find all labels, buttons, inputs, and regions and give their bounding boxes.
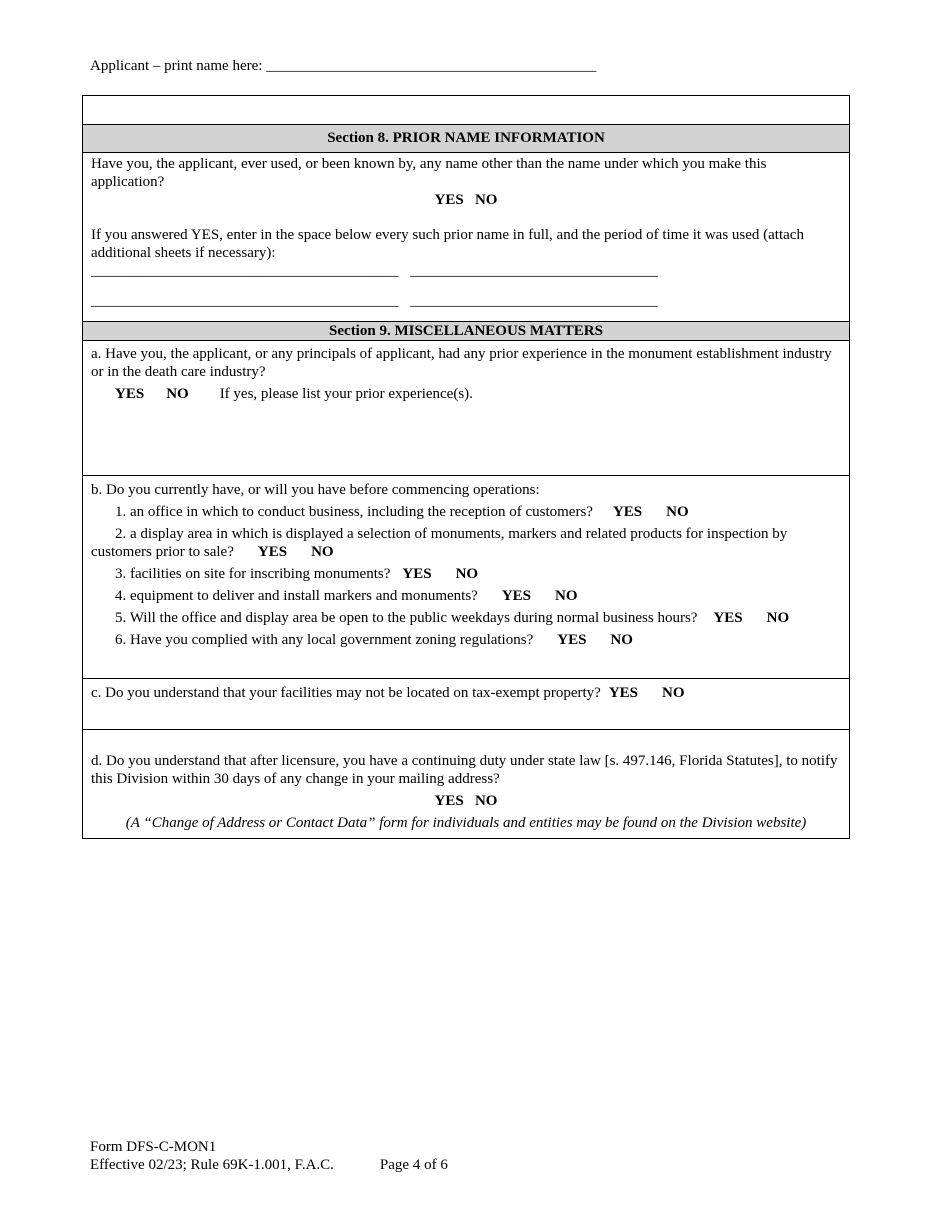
form-table xyxy=(82,95,850,839)
question-a xyxy=(83,341,849,476)
question-c-no-option[interactable]: NO xyxy=(662,685,685,701)
question-d-answers xyxy=(91,792,841,810)
prior-name-field[interactable]: _________________________________________ xyxy=(91,293,399,309)
question-b-item-no-option[interactable]: NO xyxy=(766,610,790,626)
prior-name-instructions: If you answered YES, enter in the space below every such prior name in full, and the period of time it was used (attach additional sheets if necessary): xyxy=(91,227,804,261)
question-b-item-1 xyxy=(91,503,841,521)
question-b-item-no-option[interactable]: NO xyxy=(455,566,479,582)
question-b-item-text: 4. equipment to deliver and install markers and monuments? xyxy=(115,588,478,604)
prior-name-line-2 xyxy=(91,292,841,310)
prior-name-yes-no xyxy=(91,191,841,209)
question-a-no-option[interactable]: NO xyxy=(166,386,189,402)
question-a-text: a. Have you, the applicant, or any principals of applicant, had any prior experience in the monument establishment industry or in the death care industry? xyxy=(91,346,832,380)
question-d-text: d. Do you understand that after licensure, you have a continuing duty under state law [s. 497.146, Florida Statutes], to notify this Division within 30 days of any change in your mailing address? xyxy=(91,753,838,787)
question-b-item-yes-option[interactable]: YES xyxy=(557,632,587,648)
question-a-followup: If yes, please list your prior experience(s). xyxy=(219,386,473,402)
question-b-item-yes-option[interactable]: YES xyxy=(402,566,432,582)
page-number: Page 4 of 6 xyxy=(379,1157,448,1173)
effective-rule: Effective 02/23; Rule 69K-1.001, F.A.C. xyxy=(90,1157,334,1173)
section-8-body xyxy=(83,153,849,321)
question-b-item-text: 1. an office in which to conduct business, including the reception of customers? xyxy=(115,504,593,520)
question-b-item-2 xyxy=(91,525,841,561)
prior-name-no-option[interactable]: NO xyxy=(474,192,498,208)
question-b-item-no-option[interactable]: NO xyxy=(555,588,578,604)
question-d xyxy=(83,730,849,838)
question-b-item-text: 6. Have you complied with any local government zoning regulations? xyxy=(115,632,534,648)
question-b-item-6 xyxy=(91,631,841,649)
question-b-item-yes-option[interactable]: YES xyxy=(501,588,532,604)
question-d-no-option[interactable]: NO xyxy=(474,793,498,809)
question-c-yes-option[interactable]: YES xyxy=(608,685,639,701)
prior-name-line-1 xyxy=(91,262,841,280)
question-c xyxy=(83,679,849,730)
prior-name-period-field[interactable]: _________________________________ xyxy=(410,293,658,309)
question-b-item-yes-option[interactable]: YES xyxy=(257,544,288,560)
prior-name-field[interactable]: _________________________________________ xyxy=(91,263,399,279)
question-b-item-yes-option[interactable]: YES xyxy=(612,504,643,520)
question-b-item-yes-option[interactable]: YES xyxy=(713,610,743,626)
section-8-header: Section 8. PRIOR NAME INFORMATION xyxy=(83,125,849,153)
question-b-item-3 xyxy=(91,565,841,583)
applicant-name-label: Applicant – print name here: xyxy=(90,58,263,74)
question-b-item-text: 2. a display area in which is displayed a selection of monuments, markers and related products for inspection by customers prior to sale? xyxy=(91,526,788,560)
question-b-item-no-option[interactable]: NO xyxy=(610,632,633,648)
applicant-name-field[interactable]: ____________________________________________ xyxy=(266,58,597,74)
change-of-address-note: (A “Change of Address or Contact Data” form for individuals and entities may be found on the Division website) xyxy=(125,815,807,831)
question-a-answers xyxy=(91,385,841,403)
applicant-name-line xyxy=(90,57,596,75)
form-number: Form DFS-C-MON1 xyxy=(90,1139,217,1155)
question-a-yes-option[interactable]: YES xyxy=(115,386,145,402)
question-b-intro: b. Do you currently have, or will you have before commencing operations: xyxy=(91,482,540,498)
question-b xyxy=(83,476,849,679)
prior-name-period-field[interactable]: _________________________________ xyxy=(410,263,658,279)
question-c-text: c. Do you understand that your facilities may not be located on tax-exempt property? xyxy=(91,685,601,701)
question-d-yes-option[interactable]: YES xyxy=(434,793,464,809)
question-b-item-5 xyxy=(91,609,841,627)
question-b-item-text: 3. facilities on site for inscribing monuments? xyxy=(115,566,391,582)
question-b-item-4 xyxy=(91,587,841,605)
question-b-item-text: 5. Will the office and display area be open to the public weekdays during normal business hours? xyxy=(115,610,698,626)
section-9-header: Section 9. MISCELLANEOUS MATTERS xyxy=(83,321,849,341)
blank-row xyxy=(83,96,849,125)
question-b-item-no-option[interactable]: NO xyxy=(666,504,689,520)
prior-name-question: Have you, the applicant, ever used, or been known by, any name other than the name under which you make this application? xyxy=(91,156,767,190)
page-footer xyxy=(90,1138,448,1174)
prior-name-yes-option[interactable]: YES xyxy=(434,192,464,208)
question-b-item-no-option[interactable]: NO xyxy=(311,544,334,560)
